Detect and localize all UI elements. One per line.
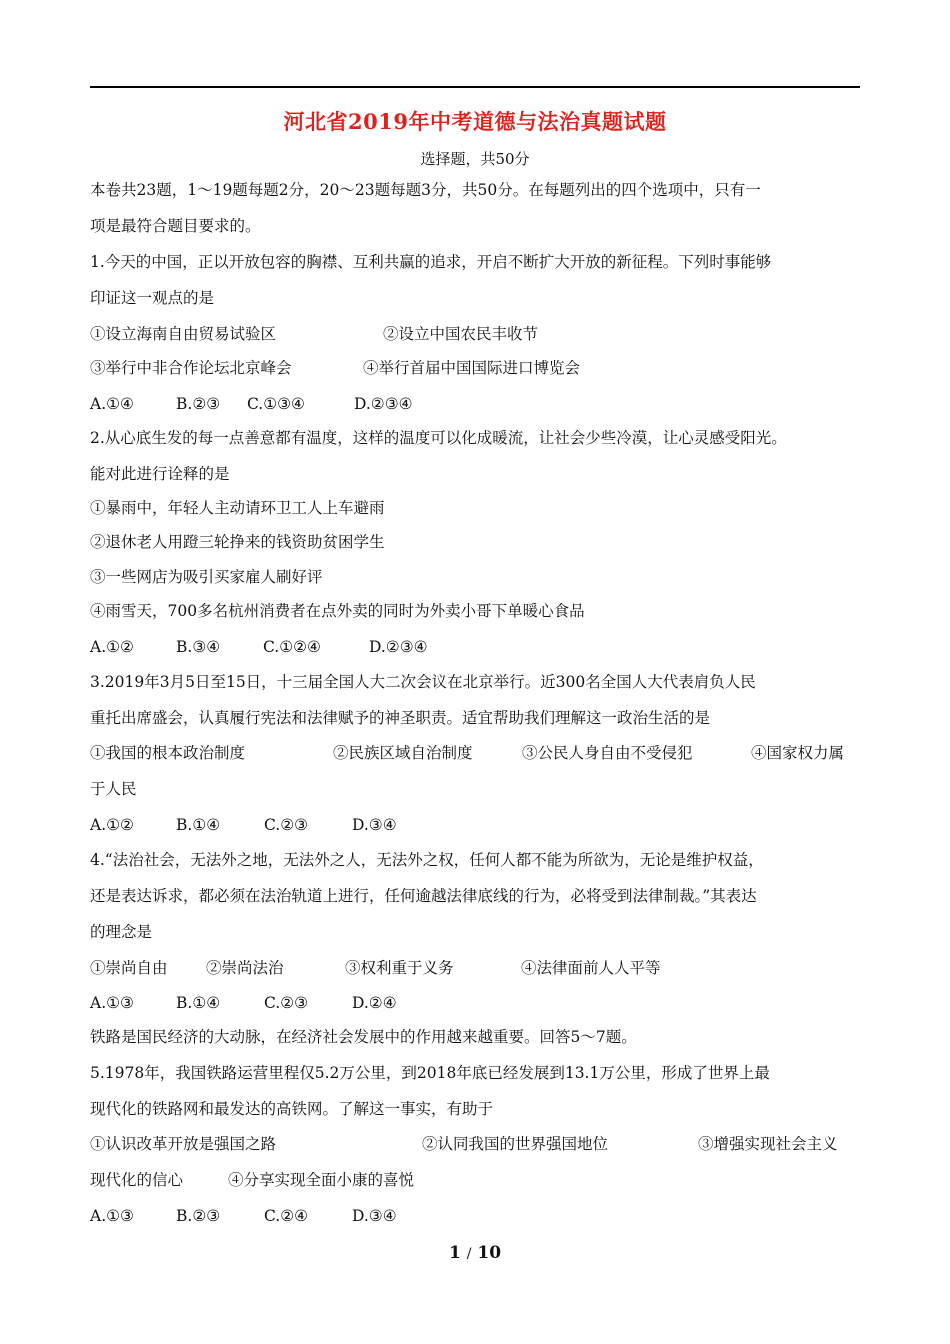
- page-number: [0, 1243, 950, 1263]
- rail-section-intro: 铁路是国民经济的大动脉，在经济社会发展中的作用越来越重要。回答5～7题。: [90, 1028, 637, 1046]
- q4-item-2: ②崇尚法治: [206, 959, 284, 977]
- q5-stem-line-1: 5.1978年，我国铁路运营里程仅5.2万公里，到2018年底已经发展到13.1万公里，形成了世界上最: [90, 1064, 770, 1082]
- q1-item-3: ③举行中非合作论坛北京峰会: [90, 359, 292, 377]
- q4-stem-line-3: 的理念是: [90, 923, 153, 941]
- q5-option-c: C.②④: [264, 1207, 309, 1225]
- q3-stem-line-1: 3.2019年3月5日至15日，十三届全国人大二次会议在北京举行。近300名全国人大代表肩负人民: [90, 673, 756, 691]
- q2-item-2: ②退休老人用蹬三轮挣来的钱资助贫困学生: [90, 533, 385, 551]
- q2-item-4: ④雨雪天，700多名杭州消费者在点外卖的同时为外卖小哥下单暖心食品: [90, 602, 585, 620]
- q4-option-d: D.②④: [352, 994, 397, 1012]
- q1-option-b: B.②③: [176, 395, 221, 413]
- page-title: 河北省2019年中考道德与法治真题试题: [283, 109, 667, 134]
- q5-item-3-continued: 现代化的信心: [90, 1171, 184, 1189]
- q2-option-c: C.①②④: [263, 638, 321, 656]
- page-separator: /: [466, 1246, 472, 1262]
- q2-stem-line-1: 2.从心底生发的每一点善意都有温度，这样的温度可以化成暖流，让社会少些冷漠，让心灵感受阳光。: [90, 429, 787, 447]
- q3-item-4: ④国家权力属: [751, 744, 845, 762]
- q2-item-3: ③一些网店为吸引买家雇人刷好评: [90, 568, 323, 586]
- q5-item-4: ④分享实现全面小康的喜悦: [228, 1171, 415, 1189]
- q2-stem-line-2: 能对此进行诠释的是: [90, 465, 230, 483]
- q1-option-d: D.②③④: [354, 395, 413, 413]
- q3-stem-line-2: 重托出席盛会，认真履行宪法和法律赋予的神圣职责。适宜帮助我们理解这一政治生活的是: [90, 709, 711, 727]
- q3-option-b: B.①④: [176, 816, 221, 834]
- q4-stem-line-1: 4.“法治社会，无法外之地，无法外之人，无法外之权，任何人都不能为所欲为，无论是维护权益，: [90, 851, 764, 869]
- q4-option-c: C.②③: [264, 994, 309, 1012]
- q1-option-c: C.①③④: [247, 395, 305, 413]
- q2-option-d: D.②③④: [369, 638, 428, 656]
- q5-option-d: D.③④: [352, 1207, 397, 1225]
- page-total: 10: [477, 1243, 502, 1263]
- q3-option-a: A.①②: [90, 816, 134, 834]
- q1-item-1: ①设立海南自由贸易试验区: [90, 325, 277, 343]
- q5-item-1: ①认识改革开放是强国之路: [90, 1135, 277, 1153]
- q3-option-d: D.③④: [352, 816, 397, 834]
- q2-item-1: ①暴雨中，年轻人主动请环卫工人上车避雨: [90, 499, 385, 517]
- q5-item-2: ②认同我国的世界强国地位: [422, 1135, 609, 1153]
- intro-line-1: 本卷共23题，1～19题每题2分，20～23题每题3分，共50分。在每题列出的四个选项中，只有一: [90, 181, 761, 199]
- q3-item-1: ①我国的根本政治制度: [90, 744, 246, 762]
- q5-stem-line-2: 现代化的铁路网和最发达的高铁网。了解这一事实，有助于: [90, 1100, 494, 1118]
- header-rule: [90, 86, 860, 88]
- q4-item-1: ①崇尚自由: [90, 959, 168, 977]
- q2-option-b: B.③④: [176, 638, 221, 656]
- q1-stem-line-2: 印证这一观点的是: [90, 289, 215, 307]
- q4-stem-line-2: 还是表达诉求，都必须在法治轨道上进行，任何逾越法律底线的行为，必将受到法律制裁。”其表达: [90, 887, 757, 905]
- q4-item-3: ③权利重于义务: [345, 959, 454, 977]
- q2-option-a: A.①②: [90, 638, 134, 656]
- q4-item-4: ④法律面前人人平等: [521, 959, 661, 977]
- q1-option-a: A.①④: [90, 395, 134, 413]
- q1-item-2: ②设立中国农民丰收节: [383, 325, 539, 343]
- q5-option-a: A.①③: [90, 1207, 134, 1225]
- q3-item-4-continued: 于人民: [90, 780, 137, 798]
- q3-item-3: ③公民人身自由不受侵犯: [522, 744, 693, 762]
- q4-option-b: B.①④: [176, 994, 221, 1012]
- section-subtitle: 选择题，共50分: [420, 150, 530, 168]
- q3-item-2: ②民族区域自治制度: [333, 744, 473, 762]
- q5-option-b: B.②③: [176, 1207, 221, 1225]
- q4-option-a: A.①③: [90, 994, 134, 1012]
- intro-line-2: 项是最符合题目要求的。: [90, 217, 261, 235]
- q5-item-3: ③增强实现社会主义: [698, 1135, 838, 1153]
- q3-option-c: C.②③: [264, 816, 309, 834]
- q1-item-4: ④举行首届中国国际进口博览会: [363, 359, 581, 377]
- page-current: 1: [448, 1243, 461, 1263]
- q1-stem-line-1: 1.今天的中国，正以开放包容的胸襟、互利共赢的追求，开启不断扩大开放的新征程。下列时事能够: [90, 253, 772, 271]
